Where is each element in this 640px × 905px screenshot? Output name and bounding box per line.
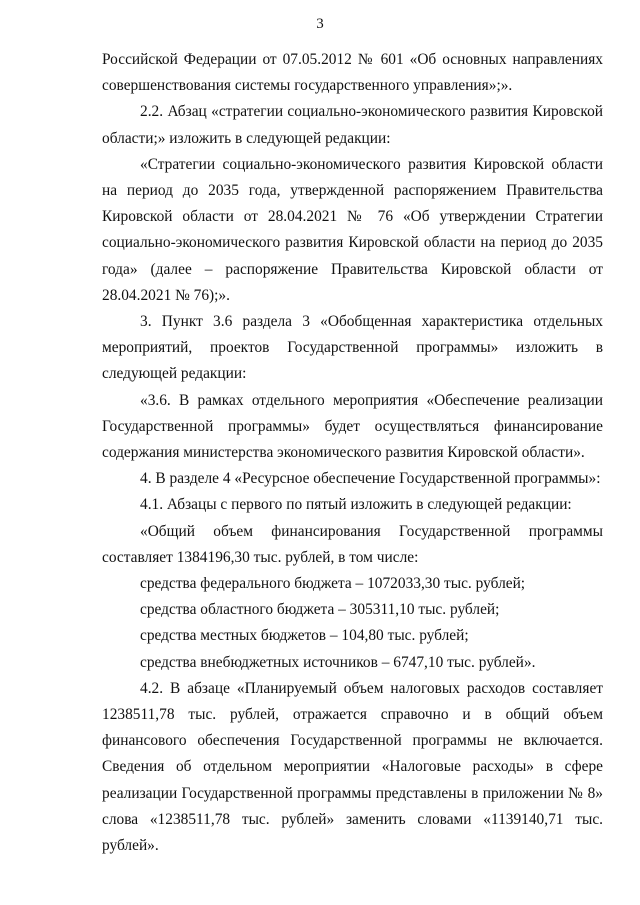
list-item-regional-budget: средства областного бюджета – 305311,10 тыс. рублей; [140, 601, 500, 619]
document-body [102, 47, 603, 859]
paragraph-3-6-quote: «3.6. В рамках отдельного мероприятия «Обеспечение реализации Государственной программы» будет осуществляться финансирование содержания министерства экономического развития Кировской области». [102, 391, 603, 462]
paragraph-continuation: Российской Федерации от 07.05.2012 № 601 «Об основных направлениях совершенствования системы государственного управления»;». [102, 51, 603, 95]
list-item-local-budgets: средства местных бюджетов – 104,80 тыс. рублей; [140, 627, 469, 645]
paragraph-3: 3. Пункт 3.6 раздела 3 «Обобщенная характеристика отдельных мероприятий, проектов Государственной программы» изложить в следующей редакции: [102, 313, 603, 383]
paragraph-4-1: 4.1. Абзацы с первого по пятый изложить в следующей редакции: [140, 496, 572, 514]
paragraph-4-2: 4.2. В абзаце «Планируемый объем налоговых расходов составляет 1238511,78 тыс. рублей, отражается справочно и в общий объем финансового обеспечения Государственной программы не включается. Сведения об отдельном мероприятии «Налоговые расходы» в сфере реализации Государственной программы представлены в приложении № 8» слова «1238511,78 тыс. рублей» заменить словами «1139140,71 тыс. рублей». [102, 679, 603, 855]
paragraph-strategy-quote: «Стратегии социально-экономического развития Кировской области на период до 2035 года, утвержденной распоряжением Правительства Кировской области от 28.04.2021 № 76 «Об утверждении Стратегии социально-экономического развития Кировской области на период до 2035 года» (далее – распоряжение Правительства Кировской области от 28.04.2021 № 76);». [102, 155, 603, 304]
paragraph-total-financing: «Общий объем финансирования Государственной программы составляет 1384196,30 тыс. рублей, в том числе: [102, 522, 603, 566]
paragraph-4: 4. В разделе 4 «Ресурсное обеспечение Государственной программы»: [140, 470, 601, 488]
paragraph-2-2: 2.2. Абзац «стратегии социально-экономического развития Кировской области;» изложить в следующей редакции: [102, 103, 603, 147]
list-item-federal-budget: средства федерального бюджета – 1072033,30 тыс. рублей; [140, 575, 526, 593]
page-number: 3 [316, 16, 324, 32]
list-item-extrabudgetary: средства внебюджетных источников – 6747,10 тыс. рублей». [140, 653, 536, 671]
